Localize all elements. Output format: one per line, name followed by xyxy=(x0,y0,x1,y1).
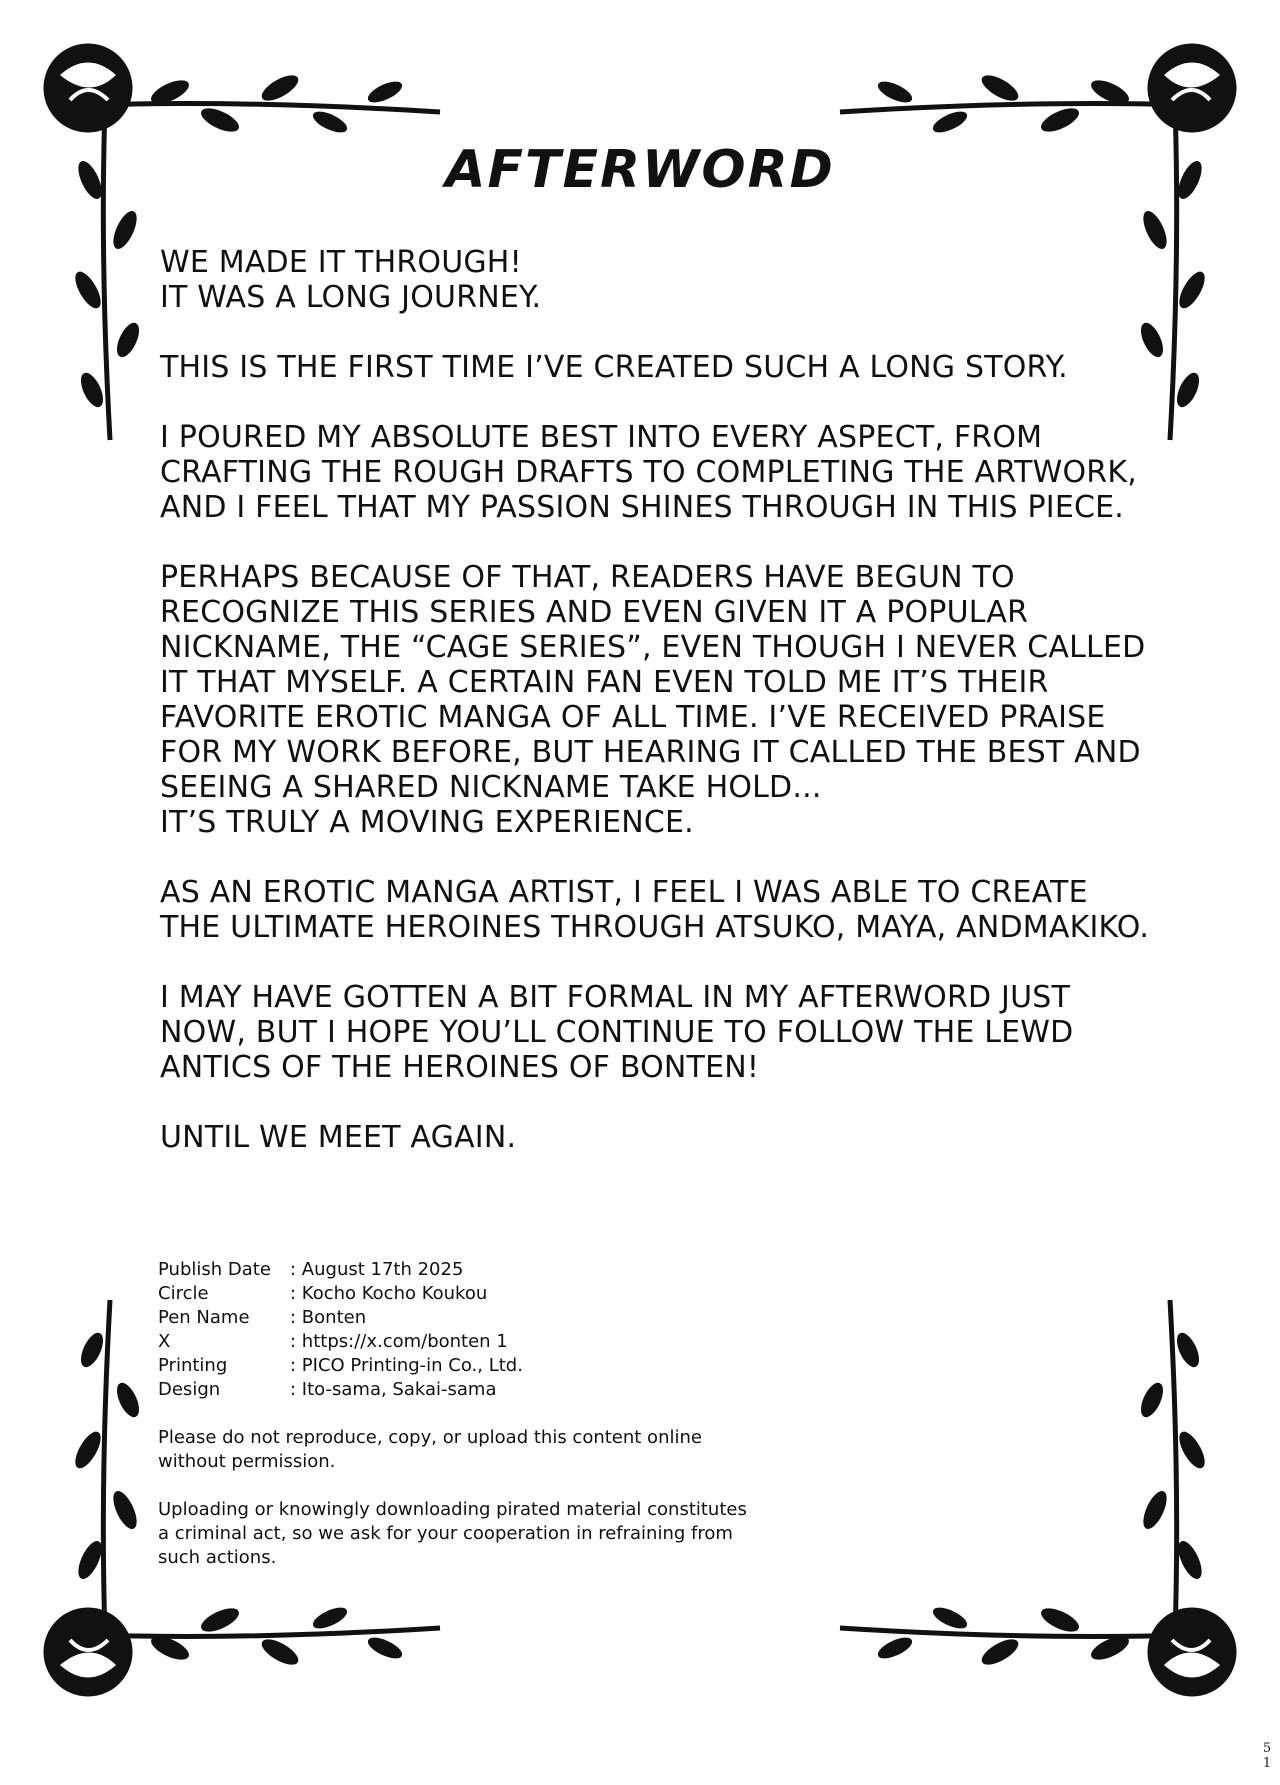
table-row xyxy=(158,1330,523,1354)
info-label: Design xyxy=(158,1379,221,1400)
text-line: AND I FEEL THAT MY PASSION SHINES THROUGH IN THIS PIECE. xyxy=(160,490,1125,525)
table-row xyxy=(158,1378,523,1402)
text-line: CRAFTING THE ROUGH DRAFTS TO COMPLETING THE ARTWORK, xyxy=(160,455,1137,490)
text-line: FOR MY WORK BEFORE, BUT HEARING IT CALLED THE BEST AND xyxy=(160,735,1141,770)
text-line: such actions. xyxy=(158,1547,277,1568)
info-value: : Bonten xyxy=(290,1307,367,1328)
info-value-text: https://x.com/bonten 1 xyxy=(301,1331,508,1352)
paragraph xyxy=(160,980,1140,1085)
info-value-text: Bonten xyxy=(301,1307,367,1328)
text-line: AS AN EROTIC MANGA ARTIST, I FEEL I WAS ABLE TO CREATE xyxy=(160,875,1088,910)
text-line: ANTICS OF THE HEROINES OF BONTEN! xyxy=(160,1050,760,1085)
text-line: a criminal act, so we ask for your cooperation in refraining from xyxy=(158,1523,733,1544)
text-line: IT’S TRULY A MOVING EXPERIENCE. xyxy=(160,805,694,840)
page-number-digit: 1 xyxy=(1262,1756,1272,1771)
info-label: Circle xyxy=(158,1283,209,1304)
info-value: : August 17th 2025 xyxy=(290,1259,464,1280)
paragraph xyxy=(160,420,1140,525)
text-line: WE MADE IT THROUGH! xyxy=(160,245,522,280)
info-label: Printing xyxy=(158,1355,228,1376)
text-line: FAVORITE EROTIC MANGA OF ALL TIME. I’VE RECEIVED PRAISE xyxy=(160,700,1106,735)
table-row xyxy=(158,1354,523,1378)
afterword-body xyxy=(160,245,1150,1190)
paragraph xyxy=(160,560,1146,840)
text-line: I MAY HAVE GOTTEN A BIT FORMAL IN MY AFTERWORD JUST xyxy=(160,980,1070,1015)
text-line: UNTIL WE MEET AGAIN. xyxy=(160,1120,517,1155)
paragraph xyxy=(160,245,1140,315)
text-line: Please do not reproduce, copy, or upload this content online xyxy=(158,1427,702,1448)
info-value-text: Kocho Kocho Koukou xyxy=(301,1283,488,1304)
info-value-text: August 17th 2025 xyxy=(301,1259,464,1280)
table-row xyxy=(158,1306,523,1330)
table-row xyxy=(158,1258,523,1282)
piracy-notice xyxy=(158,1498,858,1570)
text-line: NICKNAME, THE “CAGE SERIES”, EVEN THOUGH I NEVER CALLED xyxy=(160,630,1146,665)
table-row xyxy=(158,1282,523,1306)
text-line: THE ULTIMATE HEROINES THROUGH ATSUKO, MAYA, ANDMAKIKO. xyxy=(160,910,1150,945)
text-line: IT THAT MYSELF. A CERTAIN FAN EVEN TOLD ME IT’S THEIR xyxy=(160,665,1049,700)
publication-info-table xyxy=(158,1258,523,1402)
text-line: RECOGNIZE THIS SERIES AND EVEN GIVEN IT A POPULAR xyxy=(160,595,1029,630)
info-value-text: Ito-sama, Sakai-sama xyxy=(301,1379,497,1400)
info-value-text: PICO Printing-in Co., Ltd. xyxy=(301,1355,523,1376)
info-value: : Kocho Kocho Koukou xyxy=(290,1283,488,1304)
rose-vine-corner-bottom-right-icon xyxy=(830,1290,1250,1710)
text-line: SEEING A SHARED NICKNAME TAKE HOLD... xyxy=(160,770,822,805)
info-value: : Ito-sama, Sakai-sama xyxy=(290,1379,497,1400)
text-line: without permission. xyxy=(158,1451,336,1472)
text-line: NOW, BUT I HOPE YOU’LL CONTINUE TO FOLLOW THE LEWD xyxy=(160,1015,1074,1050)
info-value: : PICO Printing-in Co., Ltd. xyxy=(290,1355,523,1376)
paragraph xyxy=(160,350,1140,385)
text-line: PERHAPS BECAUSE OF THAT, READERS HAVE BEGUN TO xyxy=(160,560,1015,595)
paragraph xyxy=(160,875,1150,945)
info-label: Publish Date xyxy=(158,1259,271,1280)
colophon xyxy=(158,1258,858,1570)
text-line: IT WAS A LONG JOURNEY. xyxy=(160,280,542,315)
text-line: THIS IS THE FIRST TIME I’VE CREATED SUCH A LONG STORY. xyxy=(160,350,1068,385)
text-line: Uploading or knowingly downloading pirated material constitutes xyxy=(158,1499,747,1520)
page-number-digit: 5 xyxy=(1262,1741,1272,1756)
page-number xyxy=(1260,1741,1274,1771)
copyright-notice xyxy=(158,1426,858,1474)
page-title: AFTERWORD xyxy=(445,140,835,200)
info-label: Pen Name xyxy=(158,1307,250,1328)
text-line: I POURED MY ABSOLUTE BEST INTO EVERY ASPECT, FROM xyxy=(160,420,1043,455)
info-value: : https://x.com/bonten 1 xyxy=(290,1331,508,1352)
paragraph xyxy=(160,1120,1140,1155)
info-label: X xyxy=(158,1331,171,1352)
